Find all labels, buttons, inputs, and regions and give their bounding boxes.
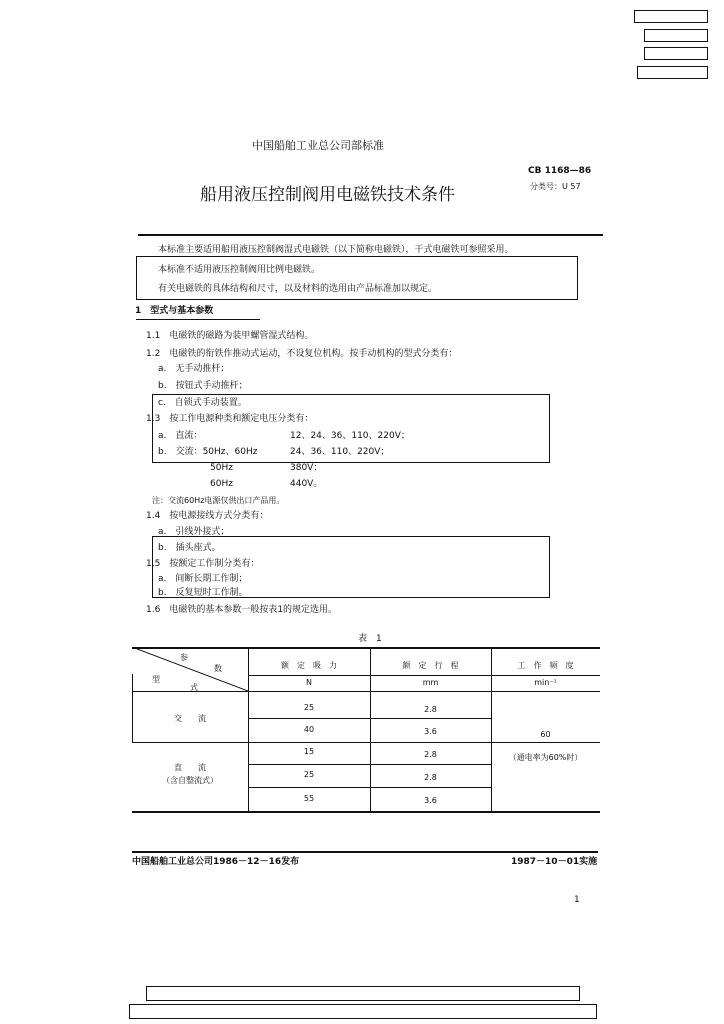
table-row: 25 bbox=[303, 770, 315, 779]
clause-1-2-b: b. 按钮式手动推杆； bbox=[158, 381, 248, 391]
section-1-heading: 1 型式与基本参数 bbox=[135, 306, 214, 316]
bottom-stamp-box-1 bbox=[146, 986, 580, 1001]
classification-code: 分类号：U 57 bbox=[530, 182, 581, 191]
clause-1-4-a: a. 引线外接式； bbox=[158, 527, 230, 537]
table-row: 3.6 bbox=[424, 796, 437, 805]
ac-60hz-voltage: 440V。 bbox=[290, 479, 323, 489]
clause-1-4-b: b. 插头座式。 bbox=[158, 543, 221, 553]
page-number: 1 bbox=[574, 895, 580, 905]
unit-stroke: mm bbox=[422, 678, 439, 687]
header-force: 额 定 吸 力 bbox=[281, 661, 337, 670]
section-heading-rule bbox=[136, 319, 260, 320]
clause-1-6: 1.6 电磁铁的基本参数一般按表1的规定选用。 bbox=[146, 605, 338, 615]
table-row: 55 bbox=[303, 794, 315, 803]
effective-date: 1987－10－01实施 bbox=[511, 857, 598, 867]
corner-mid-label: 数 bbox=[214, 664, 222, 673]
intro-line-3: 有关电磁铁的具体结构和尺寸，以及材料的选用由产品标准加以规定。 bbox=[158, 284, 438, 294]
doc-title: 船用液压控制阀用电磁铁技术条件 bbox=[200, 185, 455, 205]
group-dc: 直 流 bbox=[174, 763, 206, 772]
table-caption: 表 1 bbox=[358, 634, 382, 644]
table-row: 40 bbox=[303, 725, 315, 734]
table-row: 2.8 bbox=[424, 773, 437, 782]
clause-1-1: 1.1 电磁铁的磁路为装甲螺管湿式结构。 bbox=[146, 331, 314, 341]
ac-60hz: 60Hz bbox=[210, 479, 233, 489]
intro-line-1: 本标准主要适用船用液压控制阀湿式电磁铁（以下简称电磁铁），干式电磁铁可参照采用。 bbox=[158, 245, 514, 255]
ac-label: b. 交流：50Hz、60Hz bbox=[158, 447, 258, 457]
intro-line-2: 本标准不适用液压控制阀用比例电磁铁。 bbox=[158, 265, 321, 275]
ac-50hz-voltage: 380V； bbox=[290, 463, 323, 473]
corner-top-label: 参 bbox=[180, 653, 188, 662]
dc-voltages: 12、24、36、110、220V； bbox=[290, 431, 410, 441]
unit-frequency: min⁻¹ bbox=[534, 678, 557, 687]
clause-1-2-c: c. 自锁式手动装置。 bbox=[158, 398, 247, 408]
issue-date: 中国船舶工业总公司1986－12－16发布 bbox=[132, 857, 300, 867]
ac-voltages: 24、36、110、220V； bbox=[290, 447, 390, 457]
clause-1-2: 1.2 电磁铁的衔铁作推动式运动，不设复位机构。按手动机构的型式分类有： bbox=[146, 349, 458, 359]
table-header-bottom bbox=[132, 691, 600, 692]
table-header-divider bbox=[248, 675, 600, 676]
header-rule bbox=[138, 234, 603, 236]
stamp-box-3 bbox=[644, 47, 708, 60]
frequency-note: （通电率为60%时） bbox=[508, 753, 583, 762]
unit-force: N bbox=[306, 678, 312, 687]
stamp-box-2 bbox=[644, 29, 708, 42]
clause-1-5-b: b. 反复短时工作制。 bbox=[158, 588, 248, 598]
footer-rule bbox=[132, 851, 598, 853]
group-dc-note: （含自整流式） bbox=[162, 776, 218, 785]
group-ac: 交 流 bbox=[174, 714, 206, 723]
group-divider bbox=[132, 742, 600, 743]
table-row: 3.6 bbox=[424, 727, 437, 736]
table-row: 15 bbox=[303, 747, 315, 756]
table-row: 2.8 bbox=[424, 705, 437, 714]
table-bottom-border bbox=[132, 811, 600, 813]
clause-1-5-a: a. 间断长期工作制； bbox=[158, 574, 248, 584]
clause-1-5: 1.5 按额定工作制分类有： bbox=[146, 559, 260, 569]
standard-code: CB 1168—86 bbox=[528, 166, 592, 176]
ac-50hz: 50Hz bbox=[210, 463, 233, 473]
note-60hz: 注：交流60Hz电源仅供出口产品用。 bbox=[152, 496, 285, 505]
clause-1-3: 1.3 按工作电源种类和额定电压分类有： bbox=[146, 414, 314, 424]
corner-left-label: 型 bbox=[152, 675, 160, 684]
frequency-value: 60 bbox=[540, 730, 551, 739]
clause-1-4: 1.4 按电源接线方式分类有： bbox=[146, 511, 269, 521]
table-row: 2.8 bbox=[424, 750, 437, 759]
dc-label: a. 直流： bbox=[158, 431, 203, 441]
org-title: 中国船舶工业总公司部标准 bbox=[252, 139, 384, 152]
clause-1-2-a: a. 无手动推杆； bbox=[158, 364, 230, 374]
stamp-box-4 bbox=[637, 66, 708, 79]
col-divider-3 bbox=[491, 647, 492, 811]
corner-bottom-label: 式 bbox=[190, 683, 198, 692]
bottom-stamp-box-2 bbox=[129, 1004, 597, 1019]
header-frequency: 工 作 频 度 bbox=[517, 661, 574, 670]
table-row: 25 bbox=[303, 703, 315, 712]
header-stroke: 额 定 行 程 bbox=[402, 661, 459, 670]
stamp-box-1 bbox=[634, 10, 708, 23]
